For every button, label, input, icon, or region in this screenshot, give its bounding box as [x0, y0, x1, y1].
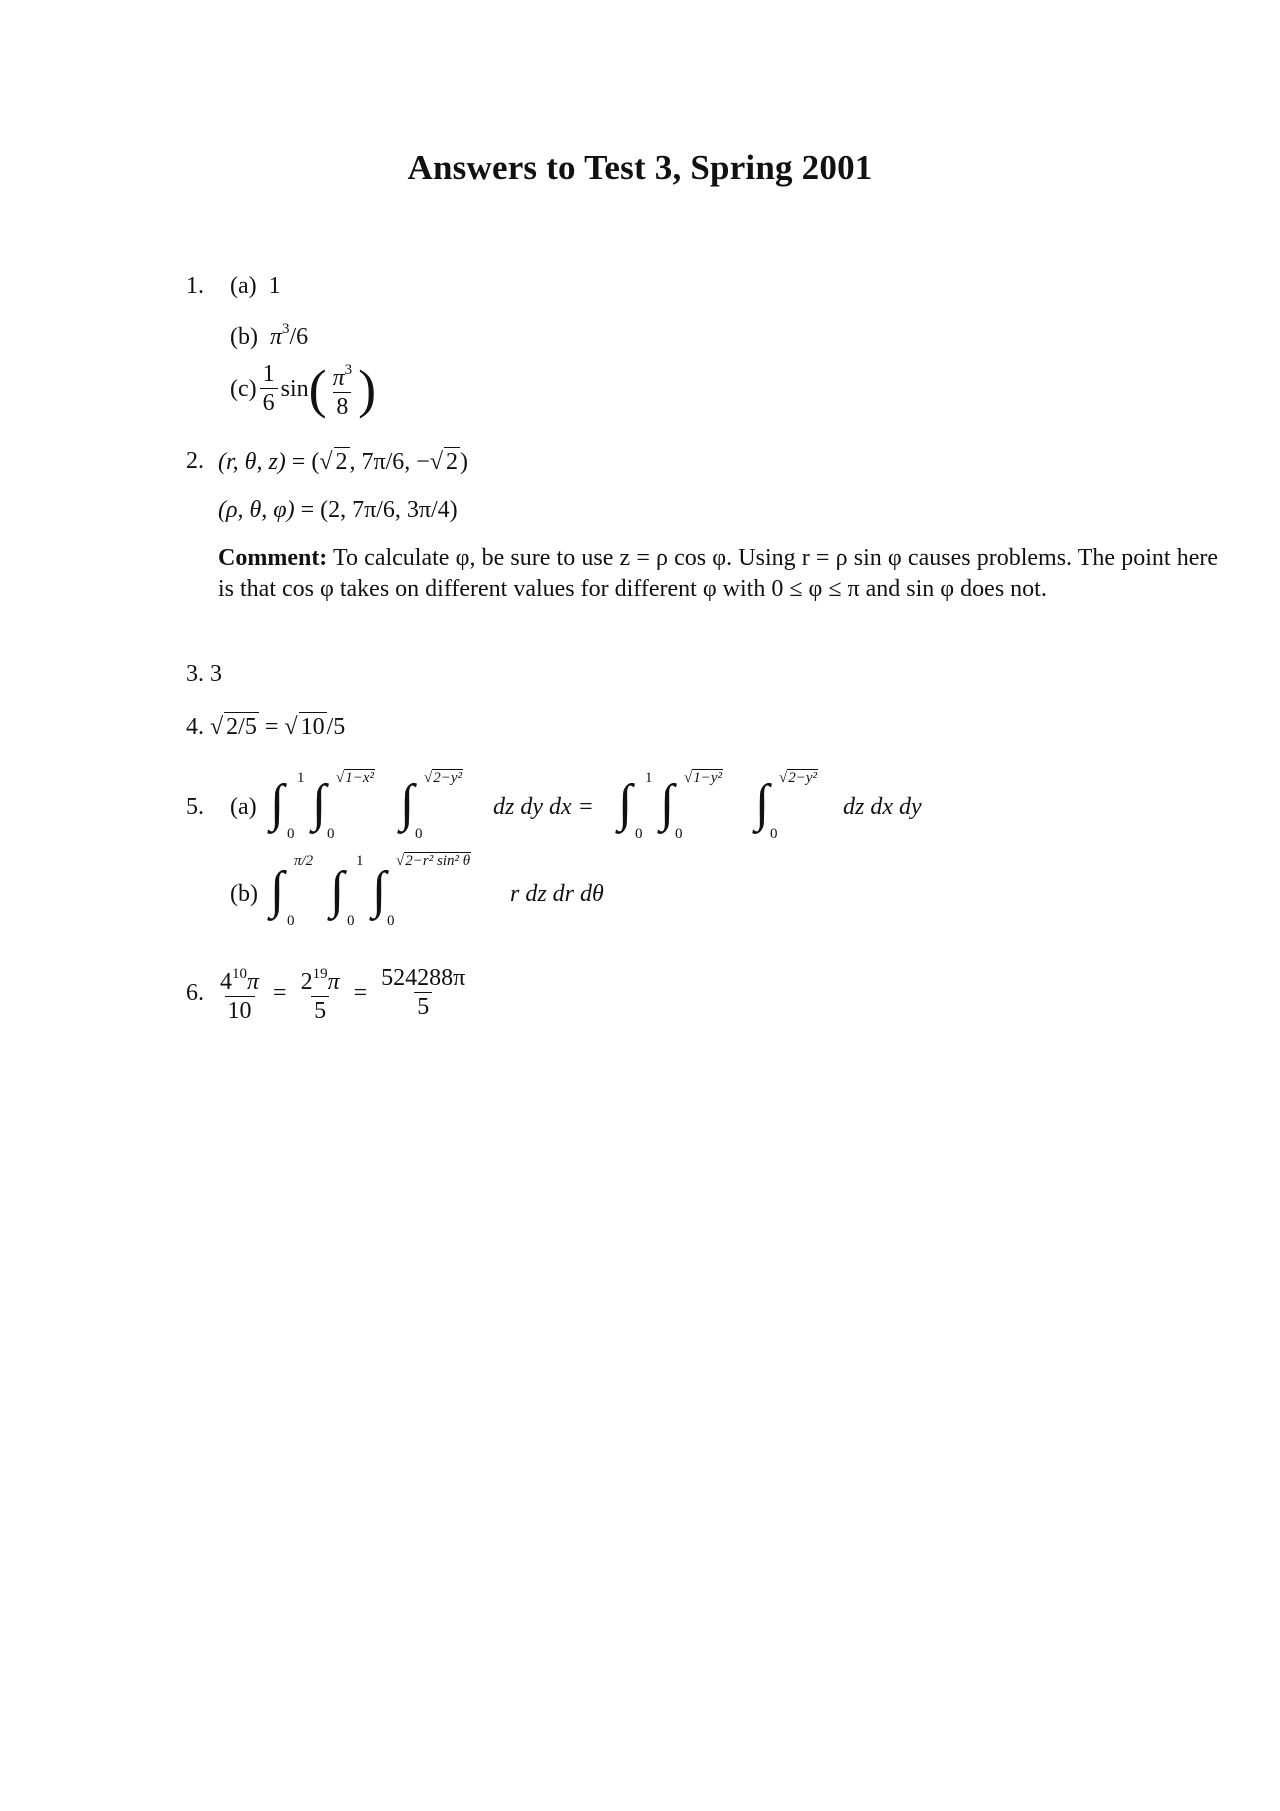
problem-2-cyl-rad2: 2 [446, 449, 459, 475]
sqrt-icon: √ [429, 449, 444, 475]
limit-lower: 0 [415, 826, 423, 842]
sqrt-icon: √ [284, 714, 298, 740]
integral-icon: ∫ [755, 775, 770, 832]
problem-1c-den: 6 [260, 388, 278, 417]
limit-upper: √2−y² [424, 770, 463, 786]
problem-5a-label: (a) [230, 794, 257, 820]
problem-2-spherical [218, 496, 458, 524]
problem-1c-num: 1 [262, 361, 275, 387]
problem-6-eq-1: = [273, 979, 287, 1006]
integral-icon: ∫ [270, 775, 285, 832]
f1-base: 4 [220, 969, 232, 995]
problem-2-cylindrical: (r, θ, z) = (√ 2, 7π/6, −√ 2) [218, 449, 469, 475]
problem-2-cyl-close: ) [460, 449, 469, 475]
problem-5a-lhs-diff: dz dy dx = [493, 794, 594, 820]
f2-exp: 19 [312, 966, 328, 982]
problem-1c-label: (c) [230, 375, 257, 402]
f3-num: 524288π [381, 965, 466, 991]
f1-exp: 10 [232, 966, 247, 982]
problem-2-sph-rhs: = (2, 7π/6, 3π/4) [300, 497, 458, 523]
f2-base: 2 [300, 969, 313, 995]
limit-upper: 1 [645, 770, 653, 786]
problem-1c-inner-exp: 3 [344, 362, 353, 378]
problem-1c [230, 356, 376, 421]
problem-1a-answer: 1 [268, 273, 281, 299]
comment-label: Comment: [218, 545, 328, 571]
problem-1a [230, 272, 281, 300]
right-paren-icon: ) [358, 358, 377, 419]
problem-1b-label: (b) [230, 324, 258, 350]
problem-6 [186, 960, 471, 1025]
problem-1c-fn: sin [280, 375, 309, 402]
limit-lower: 0 [287, 913, 295, 929]
problem-1c-inner-fraction [330, 356, 356, 421]
limit-upper: π/2 [294, 853, 314, 869]
limit-lower: 0 [387, 913, 395, 929]
integral-icon: ∫ [660, 775, 675, 832]
problem-1b-exp: 3 [282, 321, 290, 337]
problem-5-number: 5. [186, 794, 204, 820]
limit-upper: √2−r² sin² θ [396, 853, 471, 869]
integral-icon: ∫ [312, 775, 327, 832]
problem-4-rest: /5 [326, 714, 346, 740]
limit-lower: 0 [287, 826, 295, 842]
problem-2-sph-lhs: (ρ, θ, φ) [218, 497, 295, 523]
limit-upper: √1−x² [336, 770, 375, 786]
problem-4-number: 4. [186, 714, 204, 740]
page-title: Answers to Test 3, Spring 2001 [407, 148, 873, 187]
sqrt-icon: √ [210, 714, 224, 740]
problem-1b-pi: π [269, 324, 283, 350]
limit-lower: 0 [635, 826, 643, 842]
comment-text: To calculate φ, be sure to use z = ρ cos φ. Using r = ρ sin φ causes problems. The point here is that cos φ takes on different values for different φ with 0 ≤ φ ≤ π and sin φ does not. [218, 545, 1219, 602]
problem-2-cyl-open: ( [311, 449, 320, 475]
problem-4 [186, 712, 345, 741]
problem-5a-rhs-diff: dz dx dy [843, 794, 922, 820]
limit-upper: √2−y² [779, 770, 818, 786]
problem-4-rad2: 10 [300, 714, 325, 740]
problem-4-eq: = [264, 714, 279, 740]
f1-den: 10 [225, 996, 255, 1025]
f3-den: 5 [414, 992, 432, 1021]
problem-6-fraction-1 [217, 960, 262, 1025]
f2-den: 5 [311, 996, 329, 1025]
problem-3-number: 3. [186, 661, 204, 687]
problem-1-number: 1. [186, 273, 204, 299]
integral-icon: ∫ [372, 862, 387, 919]
problem-1c-inner-den: 8 [333, 392, 351, 421]
limit-lower: 0 [327, 826, 335, 842]
f1-pi: π [247, 969, 260, 995]
limit-lower: 0 [347, 913, 355, 929]
left-paren-icon: ( [308, 358, 327, 419]
problem-1c-fraction [260, 360, 278, 417]
problem-5b-label: (b) [230, 881, 258, 907]
problem-2-comment [218, 543, 1218, 605]
problem-1b [230, 315, 308, 351]
problem-6-eq-2: = [353, 979, 368, 1006]
limit-lower: 0 [770, 826, 778, 842]
integral-icon: ∫ [270, 862, 285, 919]
problem-4-rad1: 2/5 [226, 714, 257, 740]
problem-6-fraction-3 [378, 964, 468, 1021]
integral-icon: ∫ [330, 862, 345, 919]
problem-2-cyl-mid: , 7π/6, − [349, 449, 430, 475]
limit-upper: 1 [297, 770, 305, 786]
problem-3 [186, 660, 222, 688]
problem-1c-inner-pi: π [332, 365, 345, 391]
problem-3-answer: 3 [210, 661, 222, 687]
f2-pi: π [327, 969, 340, 995]
sqrt-icon: √ [319, 449, 333, 475]
problem-5b-diff: r dz dr dθ [510, 881, 604, 907]
problem-1a-label: (a) [230, 273, 257, 299]
integral-icon: ∫ [400, 775, 415, 832]
limit-upper: √1−y² [684, 770, 723, 786]
problem-2-cyl-rad1: 2 [335, 449, 348, 475]
limit-upper: 1 [356, 853, 364, 869]
limit-lower: 0 [675, 826, 683, 842]
problem-6-fraction-2 [298, 960, 343, 1025]
problem-6-number: 6. [186, 979, 204, 1006]
problem-2-cyl-lhs: (r, θ, z) [218, 449, 286, 475]
integral-icon: ∫ [618, 775, 633, 832]
problem-1b-rest: /6 [289, 324, 309, 350]
problem-2-number: 2. [186, 448, 204, 474]
